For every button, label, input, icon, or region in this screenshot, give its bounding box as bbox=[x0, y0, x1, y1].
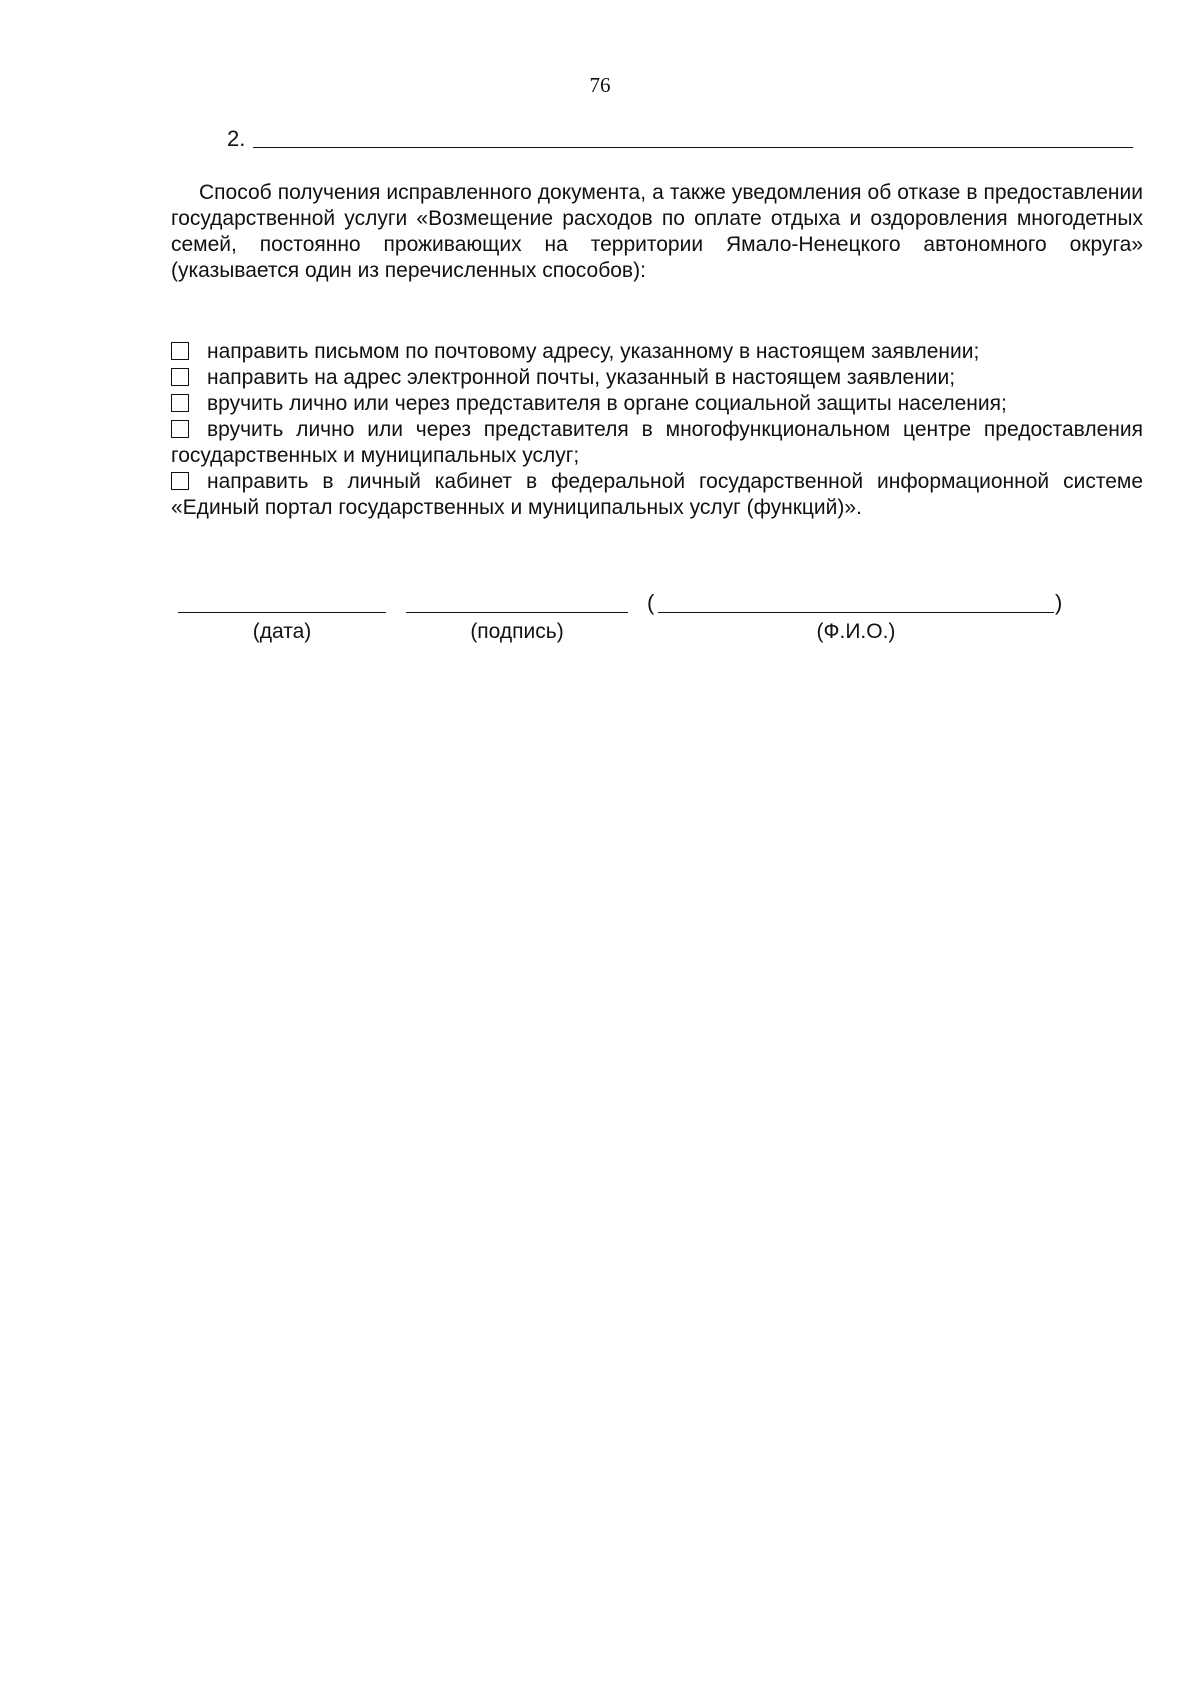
page-number: 76 bbox=[589, 73, 611, 97]
delivery-options-list bbox=[171, 339, 1143, 521]
checkbox-postal[interactable] bbox=[171, 342, 189, 360]
fio-paren-close: ) bbox=[1055, 590, 1063, 615]
option-postal bbox=[171, 339, 1143, 365]
option-mfc-label: вручить лично или через представителя в многофункциональном центре предоставления государственных и муниципальных услуг; bbox=[171, 418, 1143, 467]
option-gosuslugi bbox=[171, 469, 1143, 521]
delivery-method-paragraph: Способ получения исправленного документа, а также уведомления об отказе в предоставлении государственной услуги «Возмещение расходов по оплате отдыха и оздоровления многодетных семей, постоянно проживающих на территории Ямало-Ненецкого автономного округа» (указывается один из перечисленных способов): bbox=[171, 181, 1143, 282]
item-number: 2. bbox=[227, 126, 246, 151]
signature-line[interactable] bbox=[406, 612, 628, 613]
option-social-protection bbox=[171, 391, 1143, 417]
option-postal-label: направить письмом по почтовому адресу, указанному в настоящем заявлении; bbox=[207, 340, 980, 363]
signature-block bbox=[0, 590, 1200, 650]
option-gosuslugi-label: направить в личный кабинет в федеральной государственной информационной системе «Единый портал государственных и муниципальных услуг (функций)». bbox=[171, 470, 1143, 519]
checkbox-email[interactable] bbox=[171, 368, 189, 386]
option-email bbox=[171, 365, 1143, 391]
checkbox-gosuslugi[interactable] bbox=[171, 472, 189, 490]
date-caption: (дата) bbox=[252, 620, 312, 643]
fio-paren-open: ( bbox=[647, 590, 655, 615]
numbered-blank-line bbox=[227, 126, 1133, 152]
option-email-label: направить на адрес электронной почты, указанный в настоящем заявлении; bbox=[207, 366, 956, 389]
checkbox-social-protection[interactable] bbox=[171, 394, 189, 412]
checkbox-mfc[interactable] bbox=[171, 420, 189, 438]
blank-fill-line[interactable] bbox=[253, 129, 1133, 148]
signature-caption: (подпись) bbox=[470, 620, 564, 643]
option-social-protection-label: вручить лично или через представителя в органе социальной защиты населения; bbox=[207, 392, 1007, 415]
fio-caption: (Ф.И.О.) bbox=[816, 620, 896, 643]
date-line[interactable] bbox=[178, 612, 386, 613]
fio-line[interactable] bbox=[658, 612, 1054, 613]
option-mfc bbox=[171, 417, 1143, 469]
